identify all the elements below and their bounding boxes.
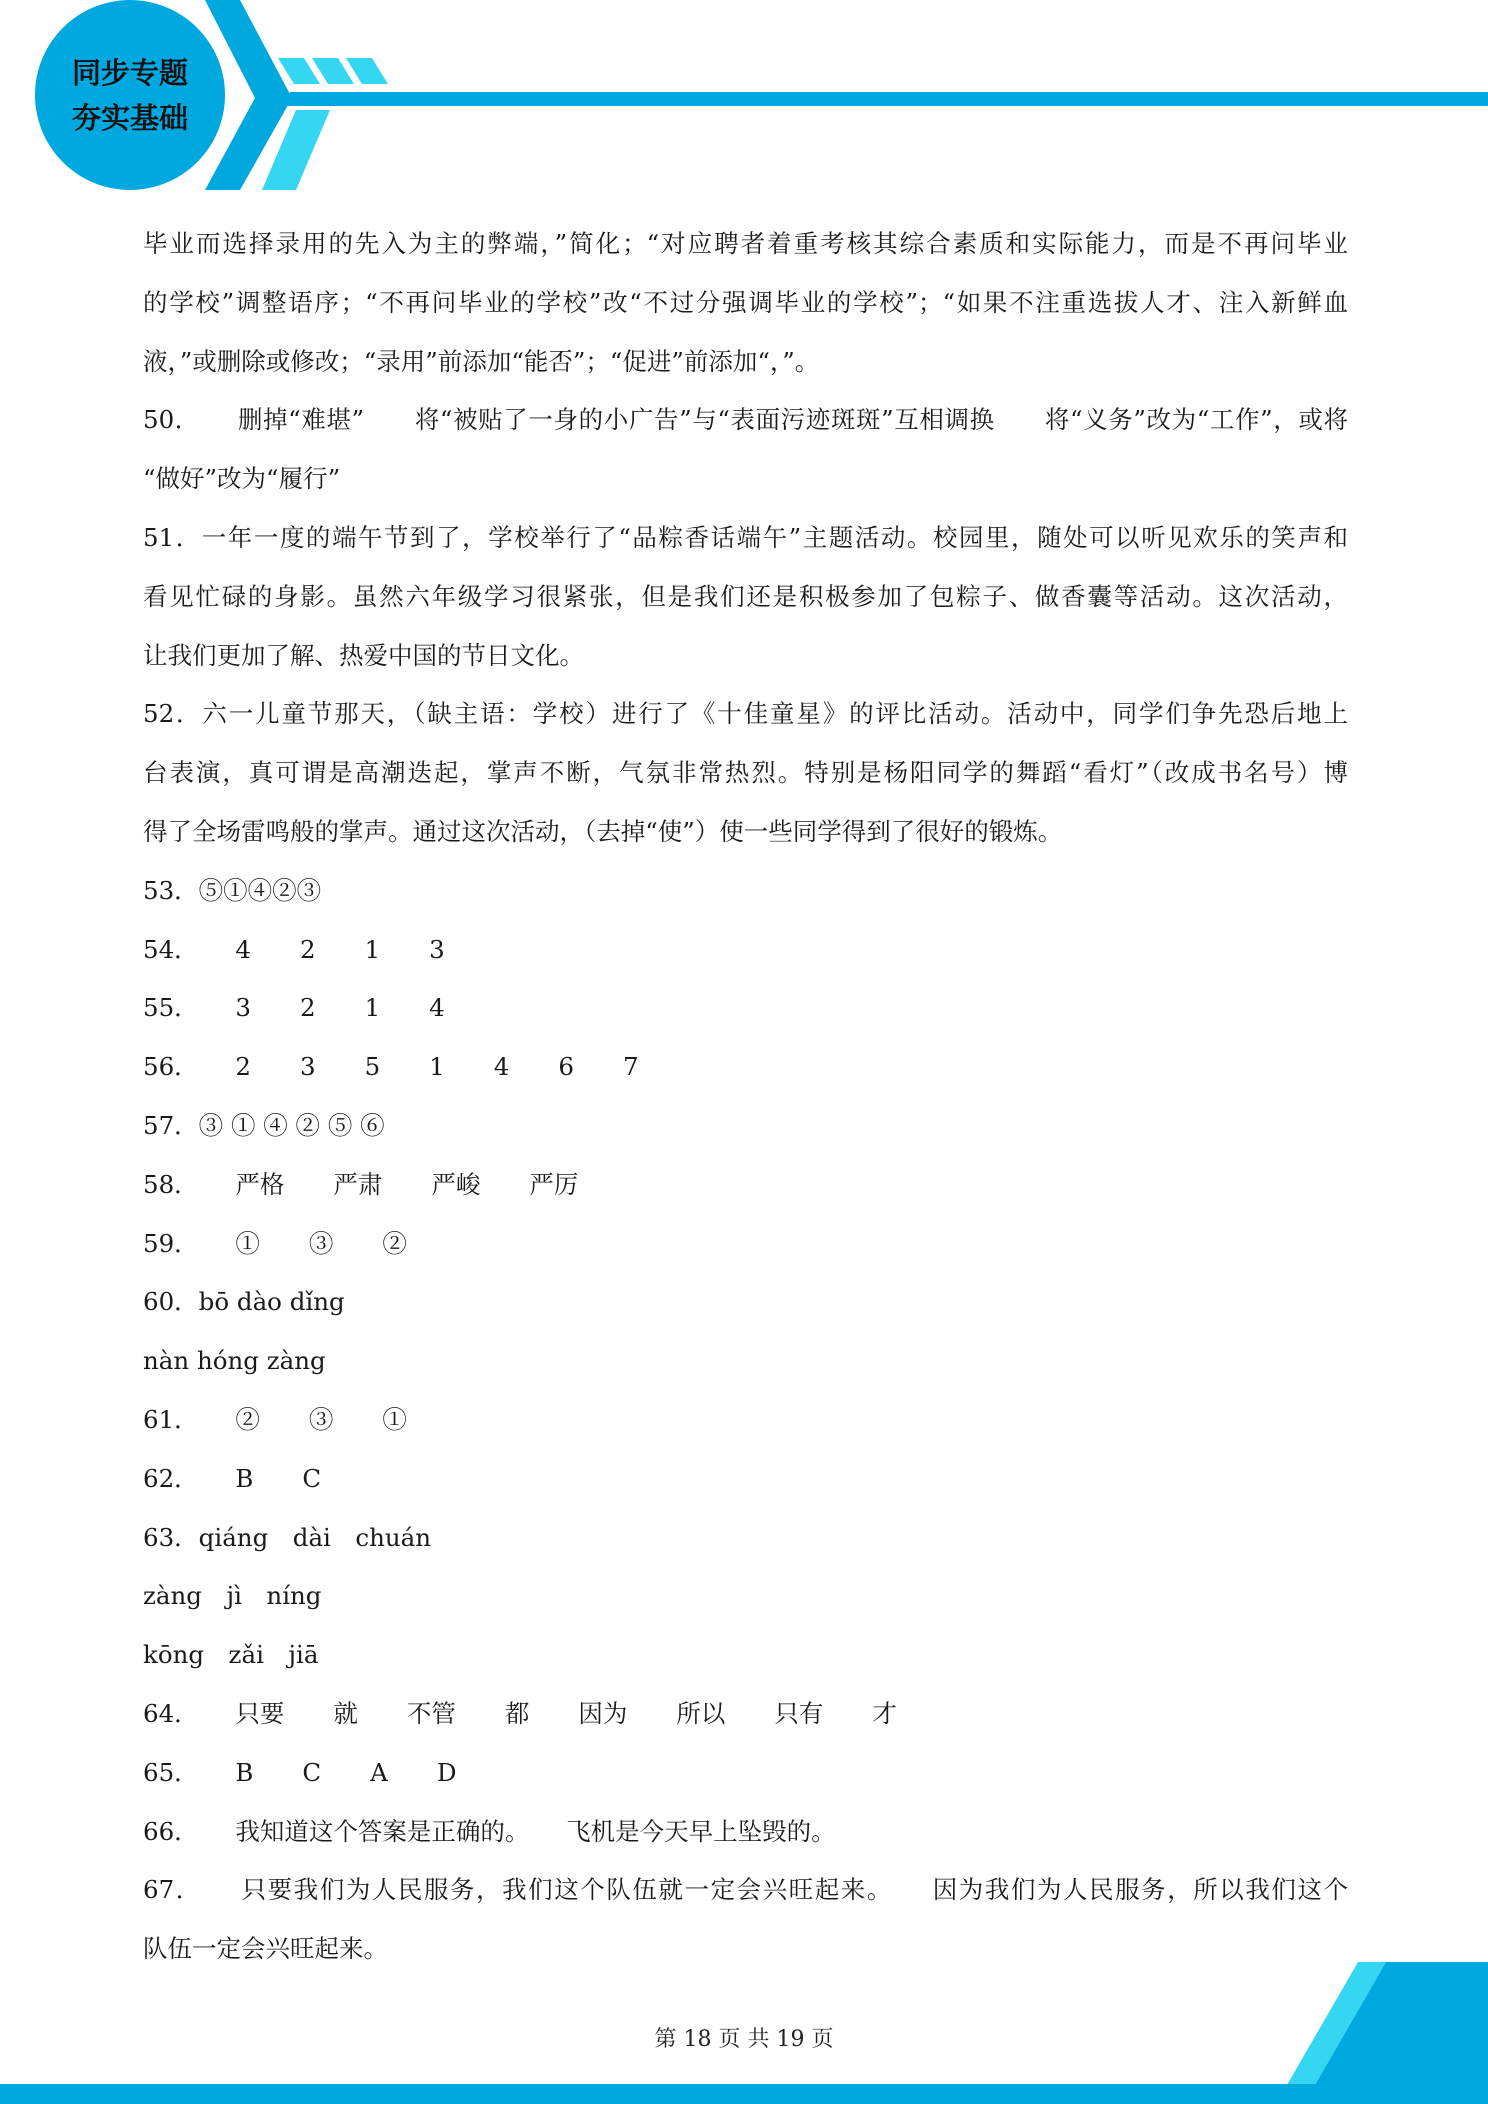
answer-line: 得了全场雷鸣般的掌声。通过这次活动，（去掉“使”）使一些同学得到了很好的锻炼。 — [143, 816, 1063, 846]
answer-line: 61． ② ③ ① — [143, 1404, 407, 1434]
answer-line: 62． B C — [143, 1463, 322, 1493]
answer-line: 看见忙碌的身影。虽然六年级学习很紧张，但是我们还是积极参加了包粽子、做香囊等活动。这次活动， — [143, 581, 1348, 611]
answer-line: 的学校”调整语序；“不再问毕业的学校”改“不过分强调毕业的学校”；“如果不注重选拔人才、注入新鲜血 — [143, 287, 1348, 317]
answer-line: 54． 4 2 1 3 — [143, 934, 445, 964]
answer-line: 63．qiáng dài chuán — [143, 1522, 432, 1552]
answer-line: 56． 2 3 5 1 4 6 7 — [143, 1052, 639, 1082]
answer-content — [143, 215, 1348, 1979]
page-number: 第 18 页 共 19 页 — [654, 2027, 834, 2052]
header-stripe-1 — [278, 58, 320, 84]
answer-line: 58． 严格 严肃 严峻 严厉 — [143, 1169, 579, 1199]
answer-line: 液，”或删除或修改；“录用”前添加“能否”；“促进”前添加“，”。 — [143, 346, 820, 376]
answer-line: 50． 删掉“难堪” 将“被贴了一身的小广告”与“表面污迹斑斑”互相调换 将“义务”改为“工作”，或将 — [143, 405, 1348, 435]
answer-line: 59． ① ③ ② — [143, 1228, 407, 1258]
badge-line-1: 同步专题 — [71, 56, 188, 91]
answer-line: “做好”改为“履行” — [143, 464, 341, 494]
header-badge — [35, 0, 225, 190]
answer-line: 队伍一定会兴旺起来。 — [143, 1934, 388, 1964]
answer-line: kōng zǎi jiā — [143, 1640, 319, 1670]
answer-line: 64． 只要 就 不管 都 因为 所以 只有 才 — [143, 1698, 897, 1728]
answer-line: 65． B C A D — [143, 1757, 457, 1787]
answer-line: 66． 我知道这个答案是正确的。 飞机是今天早上坠毁的。 — [143, 1816, 836, 1846]
answer-line: 60．bō dào dǐng — [143, 1287, 345, 1317]
header-stripe-3 — [346, 58, 388, 84]
answer-line: 毕业而选择录用的先入为主的弊端，”简化；“对应聘者着重考核其综合素质和实际能力，而是不再问毕业 — [143, 229, 1348, 258]
answer-line: 让我们更加了解、热爱中国的节日文化。 — [143, 640, 584, 670]
answer-line: nàn hóng zàng — [143, 1346, 326, 1376]
header-bar-main — [282, 92, 1488, 106]
badge-line-2: 夯实基础 — [71, 101, 188, 135]
header-stripe-2 — [312, 58, 354, 84]
answer-line: 51．一年一度的端午节到了，学校举行了“品粽香话端午”主题活动。校园里，随处可以听见欢乐的笑声和 — [143, 522, 1348, 552]
answer-line: 55． 3 2 1 4 — [143, 993, 445, 1023]
answer-line: zàng jì níng — [143, 1581, 322, 1611]
footer-bar — [0, 2084, 1488, 2104]
answer-line: 53．⑤①④②③ — [143, 875, 322, 905]
answer-line: 67． 只要我们为人民服务，我们这个队伍就一定会兴旺起来。 因为我们为人民服务，所以我们这个 — [143, 1875, 1348, 1905]
answer-line: 台表演，真可谓是高潮迭起，掌声不断，气氛非常热烈。特别是杨阳同学的舞蹈“看灯”（改成书名号）博 — [143, 758, 1348, 788]
answer-line: 52．六一儿童节那天，（缺主语：学校）进行了《十佳童星》的评比活动。活动中，同学们争先恐后地上 — [143, 699, 1348, 729]
answer-line: 57．③ ① ④ ② ⑤ ⑥ — [143, 1110, 385, 1140]
